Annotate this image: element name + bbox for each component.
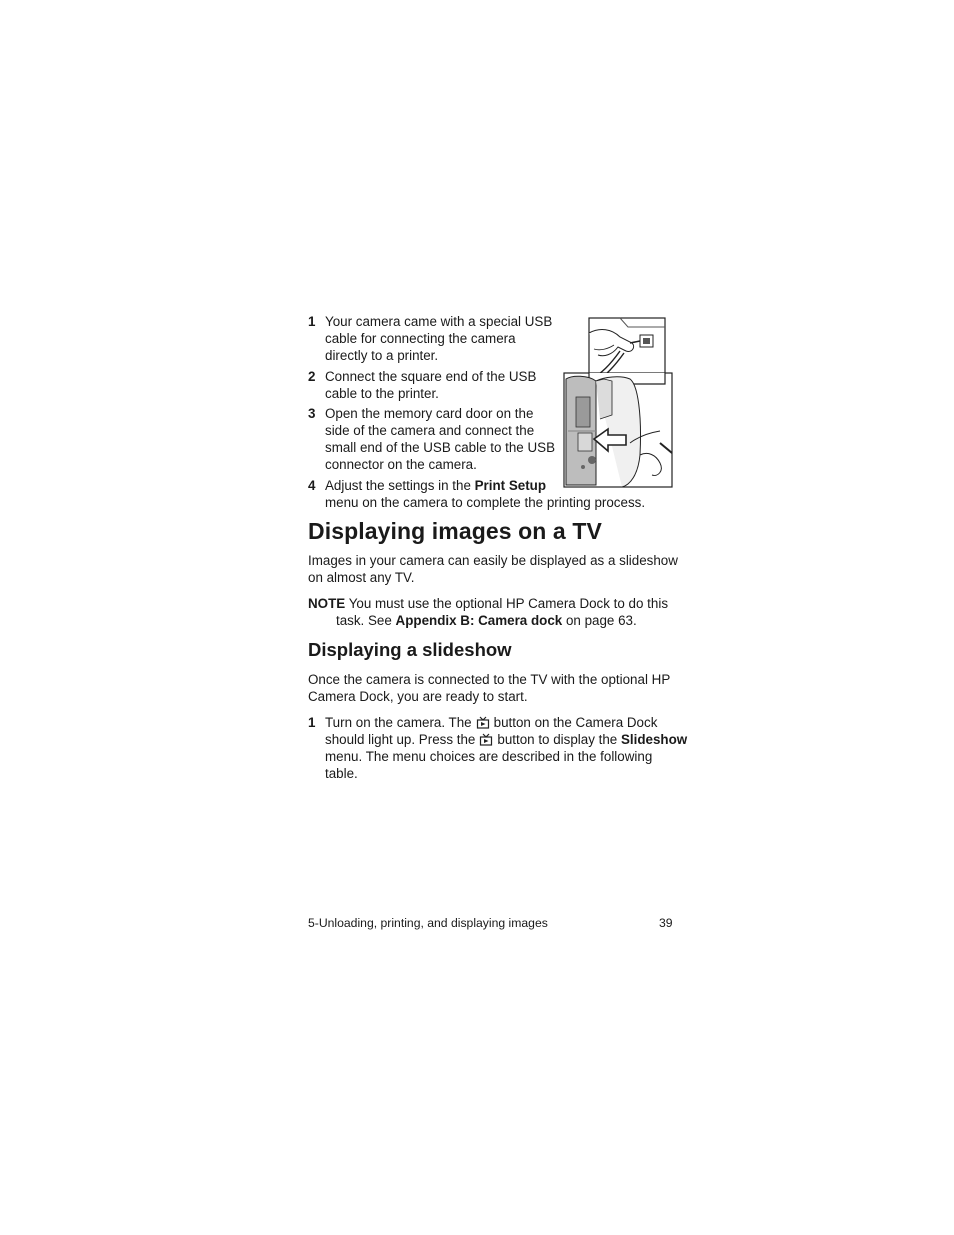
tv-button-icon: [476, 716, 490, 729]
slideshow-step-line: table.: [325, 766, 358, 781]
note-label: NOTE: [308, 596, 346, 611]
note-text-pre: task. See: [336, 613, 396, 628]
print-setup-menu-name: Print Setup: [474, 478, 547, 493]
note-block: [308, 595, 668, 629]
step-2-line: Connect the square end of the USB: [325, 369, 537, 384]
step-3-line: side of the camera and connect the: [325, 423, 535, 438]
footer-page-number: 39: [659, 916, 673, 930]
appendix-b-link[interactable]: Appendix B: Camera dock: [395, 613, 563, 628]
step-2-text: [325, 368, 536, 402]
tv-intro-line: on almost any TV.: [308, 570, 415, 585]
slideshow-step-1-text: [325, 714, 687, 782]
slideshow-step-line: [325, 714, 687, 731]
slideshow-step-line: menu. The menu choices are described in the following: [325, 749, 653, 764]
step-2-line: cable to the printer.: [325, 386, 439, 401]
step-4-line: menu on the camera to complete the printing process.: [325, 495, 646, 510]
tv-button-icon: [479, 733, 493, 746]
step-3-line: Open the memory card door on the: [325, 406, 534, 421]
slideshow-step-1-number: 1: [308, 715, 316, 730]
note-text: You must use the optional HP Camera Dock to do this: [348, 596, 669, 611]
step-2-number: 2: [308, 369, 316, 384]
step-3-line: small end of the USB cable to the USB: [325, 440, 555, 455]
slideshow-intro-line: Camera Dock, you are ready to start.: [308, 689, 528, 704]
step-1-line: cable for connecting the camera: [325, 331, 516, 346]
slideshow-step-text: Turn on the camera. The: [325, 715, 472, 730]
step-1-text: [325, 313, 552, 364]
note-line-2: [308, 612, 668, 629]
footer-chapter-title: 5-Unloading, printing, and displaying images: [308, 916, 548, 930]
note-line-1: [308, 595, 668, 612]
step-3-text: [325, 405, 555, 473]
step-4-number: 4: [308, 478, 316, 493]
step-4-text-pre: Adjust the settings in the: [325, 478, 475, 493]
step-3-number: 3: [308, 406, 316, 421]
slideshow-step-text: button to display the: [497, 732, 621, 747]
step-3-line: connector on the camera.: [325, 457, 477, 472]
slideshow-step-text: should light up. Press the: [325, 732, 476, 747]
slideshow-intro-line: Once the camera is connected to the TV with the optional HP: [308, 672, 671, 687]
section-heading-slideshow: Displaying a slideshow: [308, 639, 512, 660]
section-heading-tv: Displaying images on a TV: [308, 518, 602, 544]
usb-connection-illustration: [560, 315, 676, 491]
slideshow-step-text: button on the Camera Dock: [493, 715, 658, 730]
step-1-line: directly to a printer.: [325, 348, 439, 363]
step-1-line: Your camera came with a special USB: [325, 314, 553, 329]
note-text-post: on page 63.: [562, 613, 637, 628]
step-1-number: 1: [308, 314, 316, 329]
slideshow-intro-paragraph: [308, 671, 670, 705]
slideshow-menu-name: Slideshow: [620, 732, 688, 747]
tv-intro-paragraph: [308, 552, 678, 586]
tv-intro-line: Images in your camera can easily be displayed as a slideshow: [308, 553, 678, 568]
slideshow-step-line: [325, 731, 687, 748]
